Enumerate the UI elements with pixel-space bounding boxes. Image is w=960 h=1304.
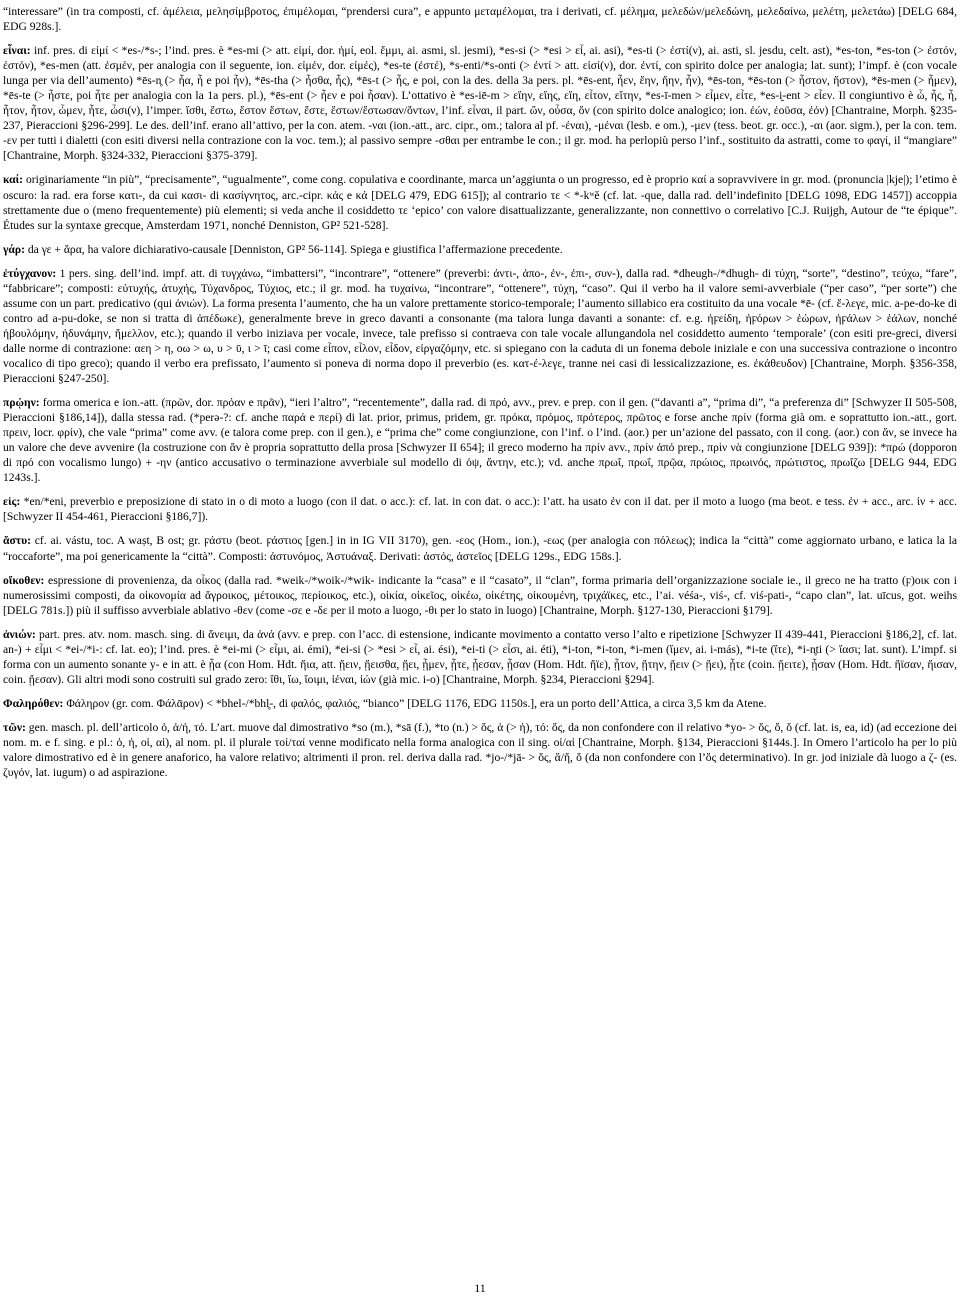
entry-text: Φάληρον (gr. com. Φάλᾱρον) < *bhel-/*bhl̥-, di φαλός, φαλιός, “bianco” [DELG 1176, EDG 1150s.], era un porto dell’Attica, a circa 3,5 km da Atene. — [63, 696, 767, 710]
entry-text: gen. masch. pl. dell’articolo ὁ, ἁ/ἡ, τό. L’art. muove dal dimostrativo *so (m.), *sā (f.), *to (n.) > ὅς, ἁ (> ἡ), τό: ὅς, da non confondere con il relativo *yo- > ὅς, ὅ, ὅ (cf. lat. is, ea, id) (ad eccezione dei nom. m. e f. sing. e pl.: ὁ, ἡ, οἱ, αἱ), al nom. pl. il plurale τοί/ταί venne modificato nella forma analogica con il sing. οἱ/αἱ [Chantraine, Morph. §134, Pieraccioni §144s.]. In Omero l’articolo ha per lo più valore dimostrativo ed è in genere anaforico, ha valore relativo; altrimenti il pron. rel. deriva dalla rad. *jo-/*jā- > ὅς, ἅ/ἥ, ὅ (da non confondere con l’ὅς determinativo). In gr. jod iniziale dà luogo a ζ- (es. ζυγόν, lat. iugum) o ad aspirazione. — [3, 720, 957, 780]
entry-lemma: ἄστυ: — [3, 534, 31, 548]
entry-text: “interessare” (in tra composti, cf. ἀμέλεια, μελησίμβροτος, ἐπιμέλομαι, “prendersi cura”, e appunto μεταμέλομαι, tra i derivati, cf. μέλημα, μελεδών/μελεδώνη, μελεδαίνω, μελέτη, μελετάω) [DELG 684, EDG 928s.]. — [3, 5, 957, 34]
entry-asty — [3, 533, 957, 563]
entry-text: originariamente “in più”, “precisamente”, “ugualmente”, come cong. copulativa e coordinante, marca un’aggiunta o un progresso, ed è proprio καί a sopravvivere in gr. mod. (pronuncia |kje|); l’etimo è oscuro: la rad. era forse κατι-, da cui κασι- di κασίγνητος, arc.-cipr. κάς e κά [DELG 479, EDG 615]); al contrario τε < *-kʷĕ (cf. lat. -que, dalla rad. dell’indefinito [DELG 1098, EDG 1457]) accoppia strettamente due o (meno frequentemente) più elementi; si veda anche il cosiddetto τε ‘epico’ con valore disattualizzante, generalizzante, non connettivo o correlativo [C.J. Ruijgh, Autour de “te épique”. Études sur la syntaxe grecque, Amsterdam 1971, nonché Denniston, GP² 521-528]. — [3, 173, 957, 232]
entry-text: *en/*eni, preverbio e preposizione di stato in o di moto a luogo (con il dat. o acc.): cf. lat. in con dat. o acc.): l’att. ha usato ἐν con il dat. per il moto a luogo (ma beot. e tess. ἐν + acc., arc. ἰν + acc. [Schwyzer II 454-461, Pieraccioni §186,7]). — [3, 495, 957, 524]
entry-phalerothen — [3, 696, 957, 711]
entry-text: forma omerica e ion.-att. (πρῶν, dor. πρόαν e πρᾶν), “ieri l’altro”, “recentemente”, dalla rad. di πρό, avv., prev. e prep. con il gen. (“davanti a”, “prima di”, “a preferenza di” [Schwyzer II 505-508, Pieraccioni §186,14]), dalla stessa rad. (*perə-?: cf. anche παρά e περί) di lat. prior, primus, pridem, gr. πρόκα, πρόμος, πρότερος, πρῶτος e forse anche πρίν (forma già om. e soprattutto ion.-att., gort. πρειν, locr. φρίν), che vale “prima” come avv. (e talora come prep. con il gen.), e “prima che” come congiunzione, con l’inf. o l’ind. (aor.) per un’azione del passato, con il cong. (aor.) con ἄν, se invece ha un valore che deve avvenire (la costruzione con ἄν è propria soprattutto della prosa [Schwyzer II 654]; il greco moderno ha πρίν avv., πρίν ἀπό prep., πρὶν νὰ congiunzione [DELG 939]): *πρώ (dopporon di πρό con vocalismo lungo) + -ην (antico accusativo o terminazione avverbiale sul modello di ὀψ, ἄντην, etc.); vd. anche πρωΐ, πρωΐ, πρῷα, πρώιος, πρωινός, πρώτιστος, πρωΐζω [DELG 944, EDG 1243s.]. — [3, 396, 957, 485]
entry-einai — [3, 43, 957, 163]
entry-lemma: πρῴην: — [3, 396, 40, 410]
entry-lemma: τῶν: — [3, 720, 26, 734]
entry-kai — [3, 172, 957, 232]
entry-lemma: εἰς: — [3, 495, 21, 509]
entry-text: da γε + ἄρα, ha valore dichiarativo-causale [Denniston, GP² 56-114]. Spiega e giustifica l’affermazione precedente. — [24, 242, 563, 256]
entry-lemma: γάρ: — [3, 242, 25, 256]
entry-proien — [3, 395, 957, 485]
entry-text: inf. pres. di εἰμί < *es-/*s-; l’ind. pres. è *es-mi (> att. εἰμί, dor. ἠμί, eol. ἔμμι, ai. asmi, sl. jesmi), *es-si (> *esi > εἶ, ai. asi), *es-ti (> ἐστί(ν), ai. asti, sl. jesdu, celt. ast), *es-ton, *es-ton (> ἐστόν, ἐστόν), *es-men (att. ἐσμέν, per analogia con il seguente, ion. εἰμέν, dor. εἰμές), *es-te (ἐστέ), *s-enti/*s-onti (> ἐντί > att. εἰσί(ν), dor. ἐντί, con spirito dolce per analogia; lat. sunt); l’impf. è (con vocale lunga per via dell’aumento) *ēs-n̥ (> ἦα, ἦ e poi ἦν), *ēs-tha (> ἦσθα, ἦς), *ēs-t (> ἦς, e poi, con la des. della 3a pers. pl. *ēs-ent, ἦεν, ἔην, ἤην, ἦν), *ēs-ton, *ēs-ton (> ἦστον, ἤστον), *ēs-men (> ἦμεν), *ēs-te (> ἦστε, poi ἦτε per analogia con la 1a pers. pl.), *ēs-ent (> ἦεν e poi ἦσαν). L’ottativo è *es-iē-m > εἴην, εἴης, εἴη, εἶτον, εἴτην, *es-ī-men > εἶμεν, εἶτε, *es-i̯-ent > εἶεν. Il congiuntivo è ὦ, ἦς, ἦ, ἦτον, ἦτον, ὦμεν, ἦτε, ὦσι(ν), l’imper. ἴσθι, ἔστω, ἔστον ἔστων, ἔστε, ἔστων/ἔστωσαν/ὄντων, l’inf. εἶναι, il part. ὤν, οὖσα, ὄν (con spirito dolce analogico; ion. ἐών, ἐοῦσα, ἐόν) [Chantraine, Morph. §235-237, Pieraccioni §296-299]. Le des. dell’inf. erano all’attivo, per la con. atem. -ναι (ion.-att., arc. cipr., om.; talora al pf. -έναι), -μέναι (lesb. e om.), -μεν (tess. beot. gr. occ.), -αι (aor. sigm.), per la con. tem. -εν per tutti i dialetti (con esiti diversi nella contrazione con la voc. tem.); al passivo sempre -σθαι per entrambe le con.; il gr. mod. ha perlopiù perso l’inf., sostituito da astratti, come το φαγί, il “mangiare” [Chantraine, Morph. §324-332, Pieraccioni §375-379]. — [3, 44, 957, 163]
entry-lemma: εἶναι: — [3, 44, 31, 58]
entry-text: 1 pers. sing. dell’ind. impf. att. di τυγχάνω, “imbattersi”, “incontrare”, “ottenere” (preverbi: ἀντι-, ἀπο-, ἐν-, ἐπι-, συν-), dalla rad. *dheugh-/*dhugh- di τύχη, “sorte”, “destino”, τεύχω, “fare”, “fabbricare”; composti: εὐτυχής, ἀτυχής, Τύχανδρος, Τύχιος, etc.; il gr. mod. ha τυχαίνω, “incontrare”, “ottenere”, τύχη, “caso”. Qui il verbo ha il valore semi-avverbiale (“per caso”, “per sorte”) che assume con un part. predicativo (qui ἀνιών). La forma presenta l’aumento, che ha un valore prettamente storico-temporale; l’aumento sillabico era costituito da una vocale *ē- (cf. ἔ-λεγε, mic. a-pe-do-ke di contro ad a-pu-doke, se non si tratta di ἀπέδωκε), generalmente breve in greco davanti a consonante (ma talora lunga davanti a sonante: cf. e.g. ἠϝείδη, ἠϝόρων > ἑώρων, ἠϝάλων > ἑάλων, nonché ἠβουλόμην, ἠδυνάμην, ἤμελλον, etc.); quando il verbo iniziava per vocale, invece, tale prefisso si contraeva con tale vocale allungandola nel cosiddetto aumento ‘temporale’ (con esiti pre-greci, diversi dalle norme di contrazione: αεη > η, οω > ω, υ > ῡ, ι > ῑ; casi come εἶπον, εἶλον, εἶδον, εἰργαζόμην, etc. si spiegano con la caduta di un fonema debole iniziale e con una successiva contrazione o incontro vocalico di tipo greco); quando il verbo era prefissato, l’aumento si poneva di norma dopo il preverbio (es. κατ-έ-λεγε, tranne nei casi di lessicalizzazione, es. ἐκάθευδον) [Chantraine, Morph. §356-358, Pieraccioni §247-250]. — [3, 266, 957, 386]
entry-eis — [3, 494, 957, 524]
entry-text: espressione di provenienza, da οἶκος (dalla rad. *weik-/*woik-/*wik- indicante la “casa” e il “casato”, il “clan”, forma primaria dell’organizzazione sociale ie., il greco ne ha tratto (ϝ)οικ con i numerosissimi composti, da οἰκονομία ad ἄγροικος, μέτοικος, περίοικος, etc.), οἰκία, οἰκεῖος, οἰκέω, οἰκέτης, οἰκουμένη, τριχάϊκες, etc., l’ai. véśa-, viś-, cf. viś-pati-, “capo clan”, lat. uīcus, got. weihs [DELG 781s.]) più il suffisso avverbiale ablativo -θεν (come -σε e -δε per il moto a luogo, -θι per lo stato in luogo) [Chantraine, Morph. §127-130, Pieraccioni §179]. — [3, 573, 957, 617]
entry-lemma: καί: — [3, 173, 24, 187]
entry-anion — [3, 627, 957, 687]
entry-text: cf. ai. vástu, toc. A waṣt, B ost; gr. ϝάστυ (beot. ϝάστιος [gen.] in in IG VII 3170), gen. -εος (Hom., ion.), -εως (per analogia con πόλεως); indica la “città” come aggiornato urbano, e latica la la “roccaforte”, ma poi genericamente la “città”. Composti: ἀστυνόμος, Ἀστυάναξ. Derivati: ἀστός, ἀστεῖος [DELG 129s., EDG 158s.]. — [3, 534, 957, 563]
entry-interessare — [3, 4, 957, 34]
entry-ton — [3, 720, 957, 780]
entry-lemma: ἐτύγχανον: — [3, 266, 57, 280]
entry-lemma: Φαληρόθεν: — [3, 696, 64, 710]
entry-text: part. pres. atv. nom. masch. sing. di ἄνειμι, da ἀνά (avv. e prep. con l’acc. di estensione, indicante movimento a contatto verso l’alto e ripetizione [Schwyzer II 439-441, Pieraccioni §186,2], cf. lat. an-) + εἶμι < *ei-/*i-: cf. lat. eo); l’ind. pres. è *ei-mi (> εἶμι, ai. émi), *ei-si (> *esi > εἶ, ai. ési), *ei-ti (> εἶσι, ai. éti), *i-ton, *i-ton, *i-men (ἴμεν, ai. i-más), *i-te (ἴτε), *i-n̥ti (> ἴασι; lat. sunt). L’impf. si forma con un aumento sonante y- e in att. è ᾖα (con Hom. Hdt. ἤια, att. ᾔειν, ᾔεισθα, ᾔει, ᾖμεν, ᾖτε, ᾖεσαν, ᾖσαν (Hom. Hdt. ἤϊε), ᾖτον, ᾔτην, ᾔειν (> ᾔει), ᾖτε (coin. ᾔειτε), ᾖσαν (Hom. Hdt. ἤϊσαν, ἤισαν, coin. ᾔεσαν). Gli altri modi sono costruiti sul grado zero: ἴθι, ἴω, ἴοιμι, ἰέναι, ἰών (già mic. i-o) [Chantraine, Morph. §234, Pieraccioni §294]. — [3, 627, 957, 686]
entry-oikothen — [3, 573, 957, 618]
entry-lemma: ἀνιών: — [3, 627, 36, 641]
entry-gar — [3, 242, 957, 257]
entry-etygchanon — [3, 266, 957, 386]
page-number: 11 — [474, 1281, 486, 1295]
entry-lemma: οἴκοθεν: — [3, 573, 45, 587]
document-page — [3, 4, 957, 1300]
